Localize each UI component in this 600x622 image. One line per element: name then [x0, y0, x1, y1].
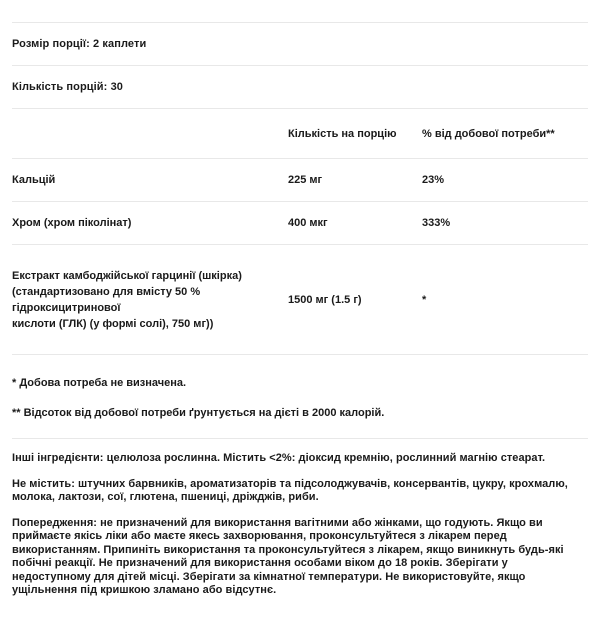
table-header-percent-daily-value: % від добової потреби** — [422, 127, 555, 140]
nutrient-name-garcinia — [12, 268, 288, 332]
garcinia-name-line-1: Екстракт камбоджійської гарцинії (шкірка) — [12, 269, 242, 282]
nutrient-amount-calcium: 225 мг — [288, 174, 323, 186]
nutrient-name-chromium: Хром (хром піколінат) — [12, 217, 132, 229]
nutrient-dv-chromium: 333% — [422, 217, 451, 229]
footnote-double-asterisk: ** Відсоток від добової потреби ґрунтується на дієті в 2000 калорій. — [12, 407, 385, 419]
warning-text: Попередження: не призначений для використання вагітними або жінками, що годують. Якщо ви приймаєте якісь ліки або маєте якесь захворювання, проконсультуйтеся з лікарем перед використанням. Припиніть використання та проконсультуйтеся з лікарем, якщо виникнуть будь-які побічні реакції. Не призначений для використання особами віком до 18 років. Зберігати у недоступному для дітей місці. Зберігати за кімнатної температури. Не використовуйте, якщо ущільнення під кришкою зламано або відсутнє. — [12, 516, 564, 596]
garcinia-name-line-2: (стандартизовано для вмісту 50 % гідроксицитринової — [12, 285, 201, 314]
table-row — [12, 245, 588, 354]
table-row — [12, 202, 588, 244]
nutrient-dv-calcium: 23% — [422, 174, 445, 186]
nutrient-dv-garcinia: * — [422, 293, 427, 306]
nutrient-name-calcium: Кальцій — [12, 174, 56, 186]
footnote-single-asterisk: * Добова потреба не визначена. — [12, 377, 187, 389]
garcinia-name-line-3: кислоти (ГЛК) (у формі солі), 750 мг)) — [12, 317, 214, 330]
free-from-text: Не містить: штучних барвників, ароматизаторів та підсолоджувачів, консервантів, цукру, крохмалю, молока, лактози, сої, глютена, пшениці, дріжджів, риби. — [12, 477, 568, 503]
table-header-row — [12, 109, 588, 158]
serving-size-label: Розмір порції: 2 каплети — [12, 38, 147, 50]
table-row — [12, 159, 588, 201]
other-ingredients-text: Інші інгредієнти: целюлоза рослинна. Містить <2%: діоксид кремнію, рослинний магнію стеарат. — [12, 452, 546, 464]
serving-size-row — [12, 23, 588, 65]
ingredients-section — [12, 439, 588, 598]
nutrient-amount-garcinia: 1500 мг (1.5 г) — [288, 293, 362, 306]
supplement-facts-panel — [0, 22, 600, 598]
table-header-amount-per-serving: Кількість на порцію — [288, 127, 397, 140]
servings-per-container-row — [12, 66, 588, 108]
footnotes-section — [12, 355, 588, 438]
servings-per-container-label: Кількість порцій: 30 — [12, 81, 124, 93]
nutrient-amount-chromium: 400 мкг — [288, 217, 328, 229]
